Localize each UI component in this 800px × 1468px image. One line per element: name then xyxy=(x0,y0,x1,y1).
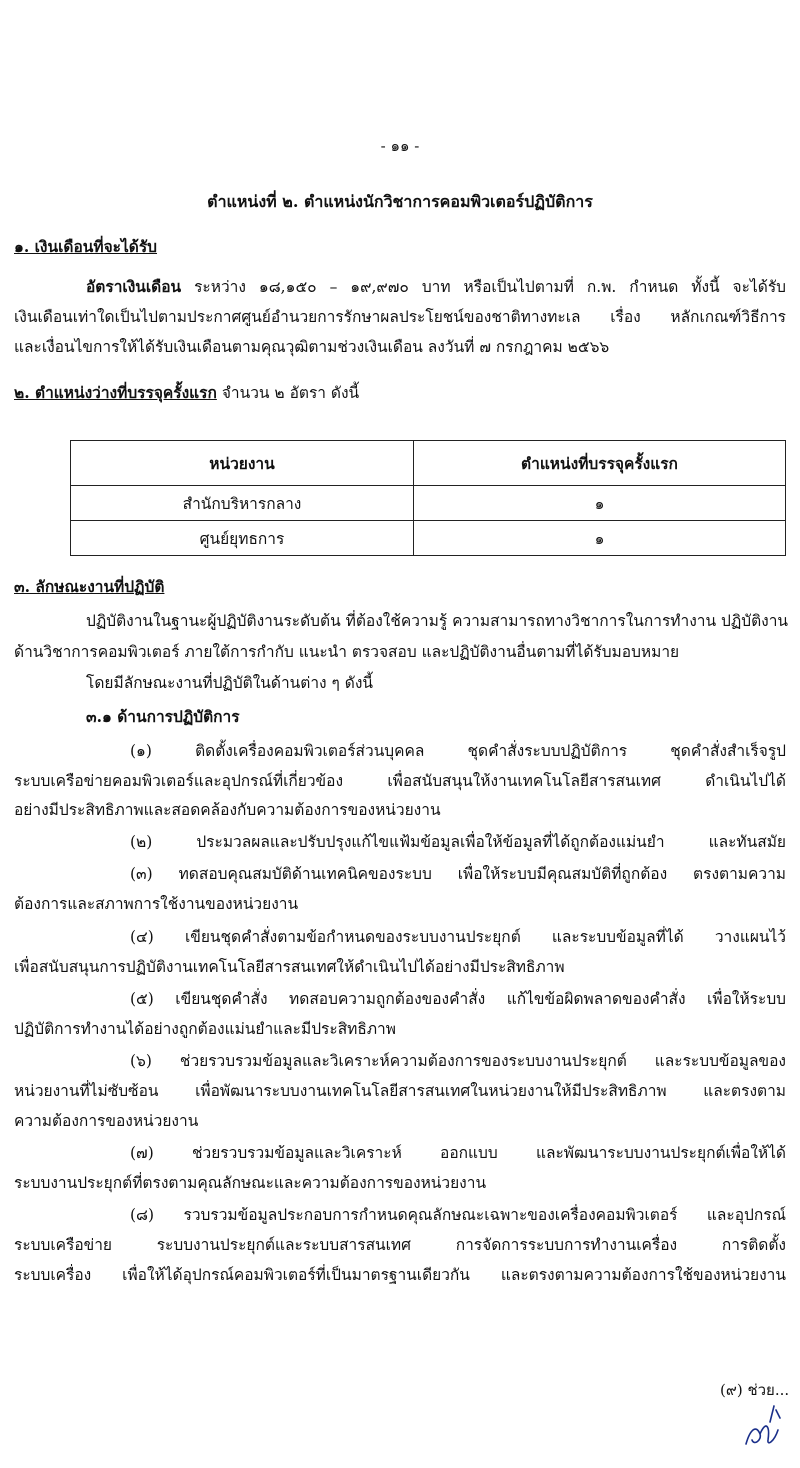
list-item: (๑) ติดตั้งเครื่องคอมพิวเตอร์ส่วนบุคคล ชุดคำสั่งระบบปฏิบัติการ ชุดคำสั่งสำเร็จรูป xyxy=(130,742,786,760)
table-cell-count: ๑ xyxy=(414,486,786,521)
section-3-para-line-3: โดยมีลักษณะงานที่ปฏิบัติในด้านต่าง ๆ ดังนี้ xyxy=(86,674,374,692)
section-3-para-line-2: ด้านวิชาการคอมพิวเตอร์ ภายใต้การกำกับ แนะนำ ตรวจสอบ และปฏิบัติงานอื่นตามที่ได้รับมอบหมาย xyxy=(14,643,680,661)
table-header-row xyxy=(71,441,786,486)
continuation-note: (๙) ช่วย... xyxy=(720,1381,790,1399)
list-item: (๔) เขียนชุดคำสั่งตามข้อกำหนดของระบบงานประยุกต์ และระบบข้อมูลที่ได้ วางแผนไว้ xyxy=(130,928,786,946)
section-1-line-3: และเงื่อนไขการให้ได้รับเงินเดือนตามคุณวุฒิตามช่วงเงินเดือน ลงวันที่ ๗ กรกฎาคม ๒๕๖๖ xyxy=(14,338,610,356)
list-item: (๓) ทดสอบคุณสมบัติด้านเทคนิคของระบบ เพื่อให้ระบบมีคุณสมบัติที่ถูกต้อง ตรงตามความ xyxy=(130,865,786,883)
subsection-heading: ๓.๑ ด้านการปฏิบัติการ xyxy=(86,707,240,726)
list-item: หน่วยงานที่ไม่ซับซ้อน เพื่อพัฒนาระบบงานเทคโนโลยีสารสนเทศในหน่วยงานให้มีประสิทธิภาพ และตรงตาม xyxy=(14,1082,786,1100)
table-row xyxy=(71,486,786,521)
section-1-heading: ๑. เงินเดือนที่จะได้รับ xyxy=(14,237,158,256)
list-item: (๘) รวบรวมข้อมูลประกอบการกำหนดคุณลักษณะเฉพาะของเครื่องคอมพิวเตอร์ และอุปกรณ์ xyxy=(130,1206,786,1224)
list-item: (๕) เขียนชุดคำสั่ง ทดสอบความถูกต้องของคำสั่ง แก้ไขข้อผิดพลาดของคำสั่ง เพื่อให้ระบบ xyxy=(130,990,786,1008)
section-3-heading: ๓. ลักษณะงานที่ปฏิบัติ xyxy=(14,577,165,596)
table-cell-unit: สำนักบริหารกลาง xyxy=(71,486,414,521)
list-item: อย่างมีประสิทธิภาพและสอดคล้องกับความต้องการของหน่วยงาน xyxy=(14,801,441,819)
list-item: ระบบงานประยุกต์ที่ตรงตามคุณลักษณะและความต้องการของหน่วยงาน xyxy=(14,1174,487,1192)
table-cell-count: ๑ xyxy=(414,521,786,556)
list-item: (๖) ช่วยรวบรวมข้อมูลและวิเคราะห์ความต้องการของระบบงานประยุกต์ และระบบข้อมูลของ xyxy=(130,1052,786,1070)
page-number: - ๑๑ - xyxy=(380,137,420,155)
list-item: (๗) ช่วยรวบรวมข้อมูลและวิเคราะห์ ออกแบบ และพัฒนาระบบงานประยุกต์เพื่อให้ได้ xyxy=(130,1144,786,1162)
section-3-para-line-1: ปฏิบัติงานในฐานะผู้ปฏิบัติงานระดับต้น ที่ต้องใช้ความรู้ ความสามารถทางวิชาการในการทำงาน ปฏิบัติงาน xyxy=(86,612,789,630)
signature-mark xyxy=(740,1400,788,1456)
list-item: เพื่อสนับสนุนการปฏิบัติงานเทคโนโลยีสารสนเทศให้ดำเนินไปได้อย่างมีประสิทธิภาพ xyxy=(14,958,565,976)
list-item: ระบบเครือข่ายคอมพิวเตอร์และอุปกรณ์ที่เกี่ยวข้อง เพื่อสนับสนุนให้งานเทคโนโลยีสารสนเทศ ดำเนินไปได้ xyxy=(14,772,786,790)
column-header-position: ตำแหน่งที่บรรจุครั้งแรก xyxy=(414,441,786,486)
list-item: ปฏิบัติการทำงานได้อย่างถูกต้องแม่นยำและมีประสิทธิภาพ xyxy=(14,1020,396,1038)
list-item: ความต้องการของหน่วยงาน xyxy=(14,1112,199,1130)
section-1-line-2: เงินเดือนเท่าใดเป็นไปตามประกาศศูนย์อำนวยการรักษาผลประโยชน์ของชาติทางทะเล เรื่อง หลักเกณฑ์วิธีการ xyxy=(14,308,786,326)
list-item: ระบบเครื่อง เพื่อให้ได้อุปกรณ์คอมพิวเตอร์ที่เป็นมาตรฐานเดียวกัน และตรงตามความต้องการใช้ของหน่วยงาน xyxy=(14,1266,786,1284)
page-title: ตำแหน่งที่ ๒. ตำแหน่งนักวิชาการคอมพิวเตอร์ปฏิบัติการ xyxy=(207,192,593,211)
vacancy-table xyxy=(70,440,786,556)
section-2-heading: ๒. ตำแหน่งว่างที่บรรจุครั้งแรก จำนวน ๒ อัตรา ดังนี้ xyxy=(14,383,360,402)
list-item: ระบบเครือข่าย ระบบงานประยุกต์และระบบสารสนเทศ การจัดการระบบการทำงานเครื่อง การติดตั้ง xyxy=(14,1236,786,1254)
list-item: (๒) ประมวลผลและปรับปรุงแก้ไขแฟ้มข้อมูลเพื่อให้ข้อมูลที่ได้ถูกต้องแม่นยำ และทันสมัย xyxy=(130,833,786,851)
section-1-line-1: อัตราเงินเดือน ระหว่าง ๑๘,๑๕๐ – ๑๙,๙๗๐ บาท หรือเป็นไปตามที่ ก.พ. กำหนด ทั้งนี้ จะได้รับ xyxy=(86,277,786,296)
list-item: ต้องการและสภาพการใช้งานของหน่วยงาน xyxy=(14,895,299,913)
table-cell-unit: ศูนย์ยุทธการ xyxy=(71,521,414,556)
column-header-unit: หน่วยงาน xyxy=(71,441,414,486)
table-row xyxy=(71,521,786,556)
